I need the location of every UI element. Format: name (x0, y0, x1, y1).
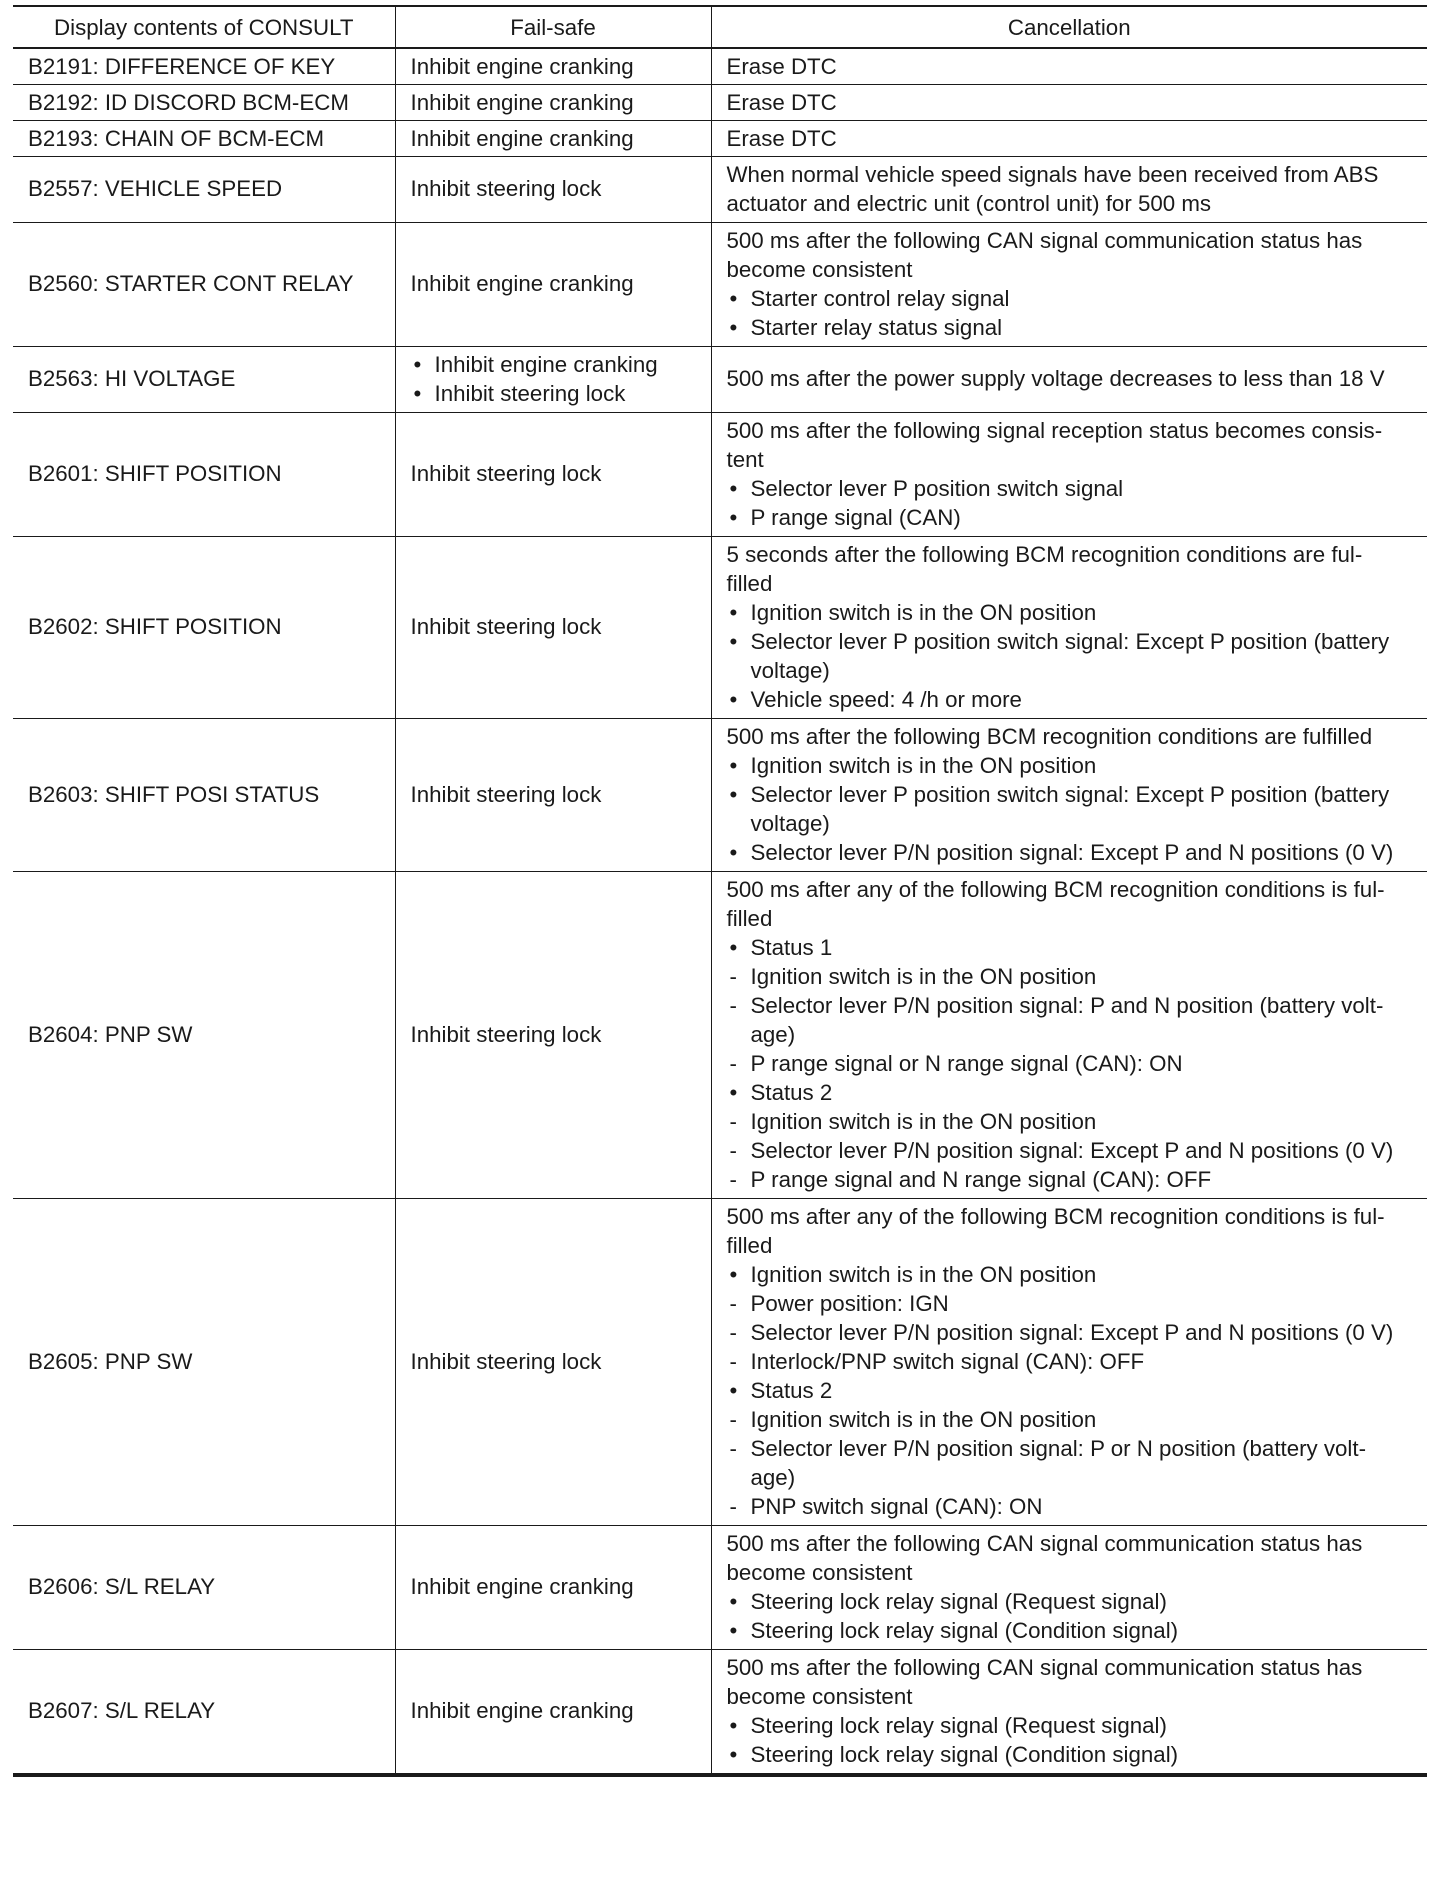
line-text: Inhibit steering lock (410, 1348, 602, 1374)
display-contents-cell: B2192: ID DISCORD BCM-ECM (13, 84, 395, 120)
line-item (411, 1696, 703, 1725)
bullet-icon (727, 1078, 751, 1107)
line-text: 500 ms after the following CAN signal communication status has (726, 227, 1363, 253)
cancellation-cell-lines (727, 416, 1420, 532)
bullet-icon (727, 685, 751, 714)
cancellation-cell-lines (727, 364, 1420, 393)
line-item (727, 1289, 1420, 1318)
line-item (727, 751, 1420, 780)
line-item (727, 780, 1420, 809)
fail-safe-cell-lines (411, 459, 703, 488)
line-text: When normal vehicle speed signals have been received from ABS (726, 161, 1379, 187)
table-row (13, 412, 1427, 536)
cancellation-cell (711, 84, 1427, 120)
line-text: PNP switch signal (CAN): ON (750, 1493, 1043, 1519)
cancellation-cell (711, 536, 1427, 718)
bullet-icon (727, 1587, 751, 1616)
cancellation-cell (711, 346, 1427, 412)
line-text: Steering lock relay signal (Request signal) (750, 1588, 1167, 1614)
line-text: Steering lock relay signal (Request signal) (750, 1712, 1167, 1738)
line-text: Inhibit steering lock (410, 1021, 602, 1047)
header-display-contents: Display contents of CONSULT (13, 6, 395, 48)
line-text: actuator and electric unit (control unit) for 500 ms (726, 190, 1212, 216)
line-item (727, 1492, 1420, 1521)
line-item (727, 124, 1420, 153)
fail-safe-cell (395, 718, 711, 871)
fail-safe-cell-lines (411, 350, 703, 408)
display-contents-cell: B2606: S/L RELAY (13, 1525, 395, 1649)
line-item (411, 459, 703, 488)
line-text: age) (750, 1464, 796, 1490)
line-text: Selector lever P position switch signal (750, 475, 1124, 501)
table-row (13, 346, 1427, 412)
line-text: Inhibit engine cranking (410, 125, 634, 151)
fail-safe-cell (395, 1198, 711, 1525)
dtc-failsafe-table (13, 5, 1427, 1777)
dash-icon (727, 1347, 751, 1376)
bullet-icon (727, 313, 751, 342)
line-item (411, 174, 703, 203)
display-contents-cell: B2601: SHIFT POSITION (13, 412, 395, 536)
line-item (727, 1107, 1420, 1136)
bullet-icon (727, 503, 751, 532)
cancellation-cell-lines (727, 124, 1420, 153)
cancellation-cell (711, 48, 1427, 84)
line-item (727, 1653, 1420, 1682)
line-text: Erase DTC (726, 53, 837, 79)
line-text: Starter relay status signal (750, 314, 1003, 340)
line-item (727, 226, 1420, 255)
table-row (13, 84, 1427, 120)
line-item (727, 962, 1420, 991)
line-text: voltage) (750, 657, 830, 683)
line-item (727, 1463, 1420, 1492)
display-contents-cell: B2193: CHAIN OF BCM-ECM (13, 120, 395, 156)
line-text: 500 ms after any of the following BCM recognition conditions is ful- (726, 1203, 1385, 1229)
cancellation-cell (711, 1198, 1427, 1525)
table-row (13, 1198, 1427, 1525)
cancellation-cell-lines (727, 1202, 1420, 1521)
bullet-icon (727, 598, 751, 627)
cancellation-cell-lines (727, 160, 1420, 218)
line-item (411, 780, 703, 809)
display-contents-cell: B2602: SHIFT POSITION (13, 536, 395, 718)
line-text: Selector lever P/N position signal: Except P and N positions (0 V) (750, 839, 1394, 865)
line-text: filled (726, 905, 773, 931)
line-text: Inhibit engine cranking (434, 351, 658, 377)
cancellation-cell (711, 222, 1427, 346)
bullet-icon (727, 1711, 751, 1740)
line-item (411, 1572, 703, 1601)
line-item (727, 1376, 1420, 1405)
fail-safe-cell (395, 871, 711, 1198)
line-text: Inhibit steering lock (410, 461, 602, 486)
cancellation-cell (711, 156, 1427, 222)
cancellation-cell-lines (727, 1529, 1420, 1645)
fail-safe-cell-lines (411, 780, 703, 809)
fail-safe-cell-lines (411, 612, 703, 641)
fail-safe-cell (395, 222, 711, 346)
bullet-icon (727, 780, 751, 809)
fail-safe-cell (395, 156, 711, 222)
line-text: Inhibit steering lock (410, 781, 602, 807)
line-text: Ignition switch is in the ON position (750, 1108, 1097, 1134)
line-text: Inhibit steering lock (410, 176, 602, 201)
table-row (13, 871, 1427, 1198)
dash-icon (727, 1492, 751, 1521)
fail-safe-cell (395, 84, 711, 120)
line-text: Status 2 (750, 1079, 833, 1105)
line-text: Ignition switch is in the ON position (750, 752, 1097, 778)
dash-icon (727, 1318, 751, 1347)
line-item (411, 52, 703, 81)
line-text: Interlock/PNP switch signal (CAN): OFF (750, 1348, 1145, 1374)
line-item (727, 364, 1420, 393)
line-text: Steering lock relay signal (Condition signal) (750, 1617, 1179, 1643)
line-item (727, 838, 1420, 867)
cancellation-cell-lines (727, 1653, 1420, 1769)
line-text: Ignition switch is in the ON position (750, 1406, 1097, 1432)
cancellation-cell-lines (727, 722, 1420, 867)
table-row (13, 120, 1427, 156)
line-text: Erase DTC (726, 89, 837, 115)
line-text: Erase DTC (726, 125, 837, 151)
line-text: Ignition switch is in the ON position (750, 963, 1097, 989)
bullet-icon (727, 1376, 751, 1405)
line-item (411, 88, 703, 117)
line-item (411, 379, 703, 408)
line-text: Inhibit engine cranking (410, 89, 634, 115)
line-item (727, 284, 1420, 313)
line-item (727, 313, 1420, 342)
line-item (727, 1587, 1420, 1616)
bullet-icon (727, 1260, 751, 1289)
line-item (727, 1711, 1420, 1740)
line-item (727, 88, 1420, 117)
dash-icon (727, 1405, 751, 1434)
dash-icon (727, 1165, 751, 1194)
line-item (727, 875, 1420, 904)
display-contents-cell: B2191: DIFFERENCE OF KEY (13, 48, 395, 84)
line-text: 500 ms after the following signal reception status becomes consis- (726, 417, 1383, 443)
line-text: Status 2 (750, 1377, 833, 1403)
fail-safe-cell-lines (411, 88, 703, 117)
dash-icon (727, 991, 751, 1020)
line-text: 500 ms after the following BCM recognition conditions are fulfilled (726, 723, 1373, 749)
line-item (727, 1616, 1420, 1645)
line-text: Steering lock relay signal (Condition signal) (750, 1741, 1179, 1767)
line-text: become consistent (726, 1683, 913, 1709)
dash-icon (727, 1107, 751, 1136)
bullet-icon (727, 1740, 751, 1769)
fail-safe-cell-lines (411, 269, 703, 298)
line-item (727, 474, 1420, 503)
line-item (727, 991, 1420, 1020)
line-item (411, 1347, 703, 1376)
fail-safe-cell (395, 120, 711, 156)
line-text: Ignition switch is in the ON position (750, 1261, 1097, 1287)
display-contents-cell: B2607: S/L RELAY (13, 1649, 395, 1775)
line-text: Inhibit engine cranking (410, 271, 634, 296)
bullet-icon (727, 933, 751, 962)
line-item (727, 1020, 1420, 1049)
fail-safe-cell (395, 1525, 711, 1649)
line-text: Selector lever P/N position signal: Except P and N positions (0 V) (750, 1137, 1394, 1163)
line-item (727, 416, 1420, 445)
line-text: become consistent (726, 256, 913, 282)
line-item (727, 160, 1420, 189)
dash-icon (727, 1136, 751, 1165)
line-item (727, 598, 1420, 627)
line-item (727, 627, 1420, 656)
line-text: Selector lever P/N position signal: P or N position (battery volt- (750, 1435, 1367, 1461)
line-text: Selector lever P/N position signal: Except P and N positions (0 V) (750, 1319, 1394, 1345)
display-contents-cell: B2563: HI VOLTAGE (13, 346, 395, 412)
line-item (727, 1231, 1420, 1260)
fail-safe-cell (395, 346, 711, 412)
bullet-icon (727, 751, 751, 780)
cancellation-cell-lines (727, 540, 1420, 714)
line-item (727, 1740, 1420, 1769)
dash-icon (727, 1289, 751, 1318)
cancellation-cell-lines (727, 88, 1420, 117)
line-text: Selector lever P position switch signal: Except P position (battery (750, 781, 1390, 807)
bullet-icon (727, 627, 751, 656)
line-text: Status 1 (750, 934, 833, 960)
line-item (727, 189, 1420, 218)
bullet-icon (727, 1616, 751, 1645)
line-item (727, 1682, 1420, 1711)
dash-icon (727, 1049, 751, 1078)
bullet-icon (727, 838, 751, 867)
line-text: Inhibit engine cranking (410, 1574, 634, 1599)
line-item (727, 1529, 1420, 1558)
cancellation-cell (711, 1649, 1427, 1775)
line-item (411, 124, 703, 153)
line-item (411, 612, 703, 641)
line-text: filled (726, 570, 773, 596)
line-item (727, 445, 1420, 474)
line-item (727, 1202, 1420, 1231)
fail-safe-cell-lines (411, 174, 703, 203)
line-item (411, 350, 703, 379)
line-text: Inhibit steering lock (410, 614, 602, 639)
bullet-icon (727, 284, 751, 313)
display-contents-cell: B2605: PNP SW (13, 1198, 395, 1525)
header-fail-safe: Fail-safe (395, 6, 711, 48)
table-row (13, 222, 1427, 346)
line-text: Starter control relay signal (750, 285, 1010, 311)
line-text: filled (726, 1232, 773, 1258)
line-text: P range signal or N range signal (CAN): ON (750, 1050, 1183, 1076)
line-item (411, 269, 703, 298)
bullet-icon (411, 379, 435, 408)
line-item (727, 1347, 1420, 1376)
display-contents-cell: B2604: PNP SW (13, 871, 395, 1198)
cancellation-cell-lines (727, 875, 1420, 1194)
line-item (727, 540, 1420, 569)
cancellation-cell (711, 1525, 1427, 1649)
fail-safe-cell-lines (411, 1347, 703, 1376)
line-text: 5 seconds after the following BCM recognition conditions are ful- (726, 541, 1363, 567)
table-row (13, 156, 1427, 222)
table-row (13, 1525, 1427, 1649)
line-text: Selector lever P/N position signal: P and N position (battery volt- (750, 992, 1384, 1018)
line-item (727, 904, 1420, 933)
cancellation-cell (711, 871, 1427, 1198)
table-row (13, 1649, 1427, 1775)
line-item (727, 503, 1420, 532)
fail-safe-cell (395, 1649, 711, 1775)
dash-icon (727, 962, 751, 991)
line-text: 500 ms after the following CAN signal communication status has (726, 1530, 1363, 1556)
line-text: P range signal (CAN) (750, 504, 961, 530)
line-item (727, 1405, 1420, 1434)
cancellation-cell-lines (727, 52, 1420, 81)
fail-safe-cell-lines (411, 1020, 703, 1049)
line-text: Power position: IGN (750, 1290, 949, 1316)
line-item (411, 1020, 703, 1049)
line-item (727, 722, 1420, 751)
line-item (727, 1165, 1420, 1194)
fail-safe-cell-lines (411, 1572, 703, 1601)
line-item (727, 656, 1420, 685)
cancellation-cell (711, 718, 1427, 871)
line-item (727, 52, 1420, 81)
table-header (13, 6, 1427, 48)
display-contents-cell: B2560: STARTER CONT RELAY (13, 222, 395, 346)
line-text: 500 ms after any of the following BCM recognition conditions is ful- (726, 876, 1385, 902)
fail-safe-cell (395, 536, 711, 718)
line-item (727, 933, 1420, 962)
header-cancellation: Cancellation (711, 6, 1427, 48)
line-text: age) (750, 1021, 796, 1047)
fail-safe-cell-lines (411, 1696, 703, 1725)
line-text: P range signal and N range signal (CAN): OFF (750, 1166, 1212, 1192)
line-item (727, 1049, 1420, 1078)
table-row (13, 536, 1427, 718)
line-item (727, 1318, 1420, 1347)
bullet-icon (411, 350, 435, 379)
dash-icon (727, 1434, 751, 1463)
cancellation-cell (711, 412, 1427, 536)
line-item (727, 1260, 1420, 1289)
table-row (13, 48, 1427, 84)
fail-safe-cell (395, 412, 711, 536)
line-text: 500 ms after the following CAN signal communication status has (726, 1654, 1363, 1680)
line-item (727, 1434, 1420, 1463)
line-item (727, 1078, 1420, 1107)
table-body (13, 48, 1427, 1775)
line-text: Inhibit engine cranking (410, 53, 634, 79)
fail-safe-cell (395, 48, 711, 84)
line-text: Vehicle speed: 4 /h or more (750, 686, 1022, 712)
header-row (13, 6, 1427, 48)
table-row (13, 718, 1427, 871)
line-item (727, 1136, 1420, 1165)
cancellation-cell (711, 120, 1427, 156)
line-text: become consistent (726, 1559, 913, 1585)
fail-safe-cell-lines (411, 124, 703, 153)
line-text: tent (726, 446, 764, 472)
line-text: Selector lever P position switch signal: Except P position (battery (750, 628, 1390, 654)
line-text: Inhibit steering lock (434, 380, 626, 406)
line-text: Inhibit engine cranking (410, 1698, 634, 1723)
bullet-icon (727, 474, 751, 503)
line-text: voltage) (750, 810, 830, 836)
cancellation-cell-lines (727, 226, 1420, 342)
fail-safe-cell-lines (411, 52, 703, 81)
line-item (727, 1558, 1420, 1587)
line-item (727, 809, 1420, 838)
line-text: 500 ms after the power supply voltage decreases to less than 18 V (726, 366, 1385, 391)
line-item (727, 255, 1420, 284)
line-item (727, 569, 1420, 598)
line-item (727, 685, 1420, 714)
display-contents-cell: B2557: VEHICLE SPEED (13, 156, 395, 222)
display-contents-cell: B2603: SHIFT POSI STATUS (13, 718, 395, 871)
line-text: Ignition switch is in the ON position (750, 599, 1097, 625)
